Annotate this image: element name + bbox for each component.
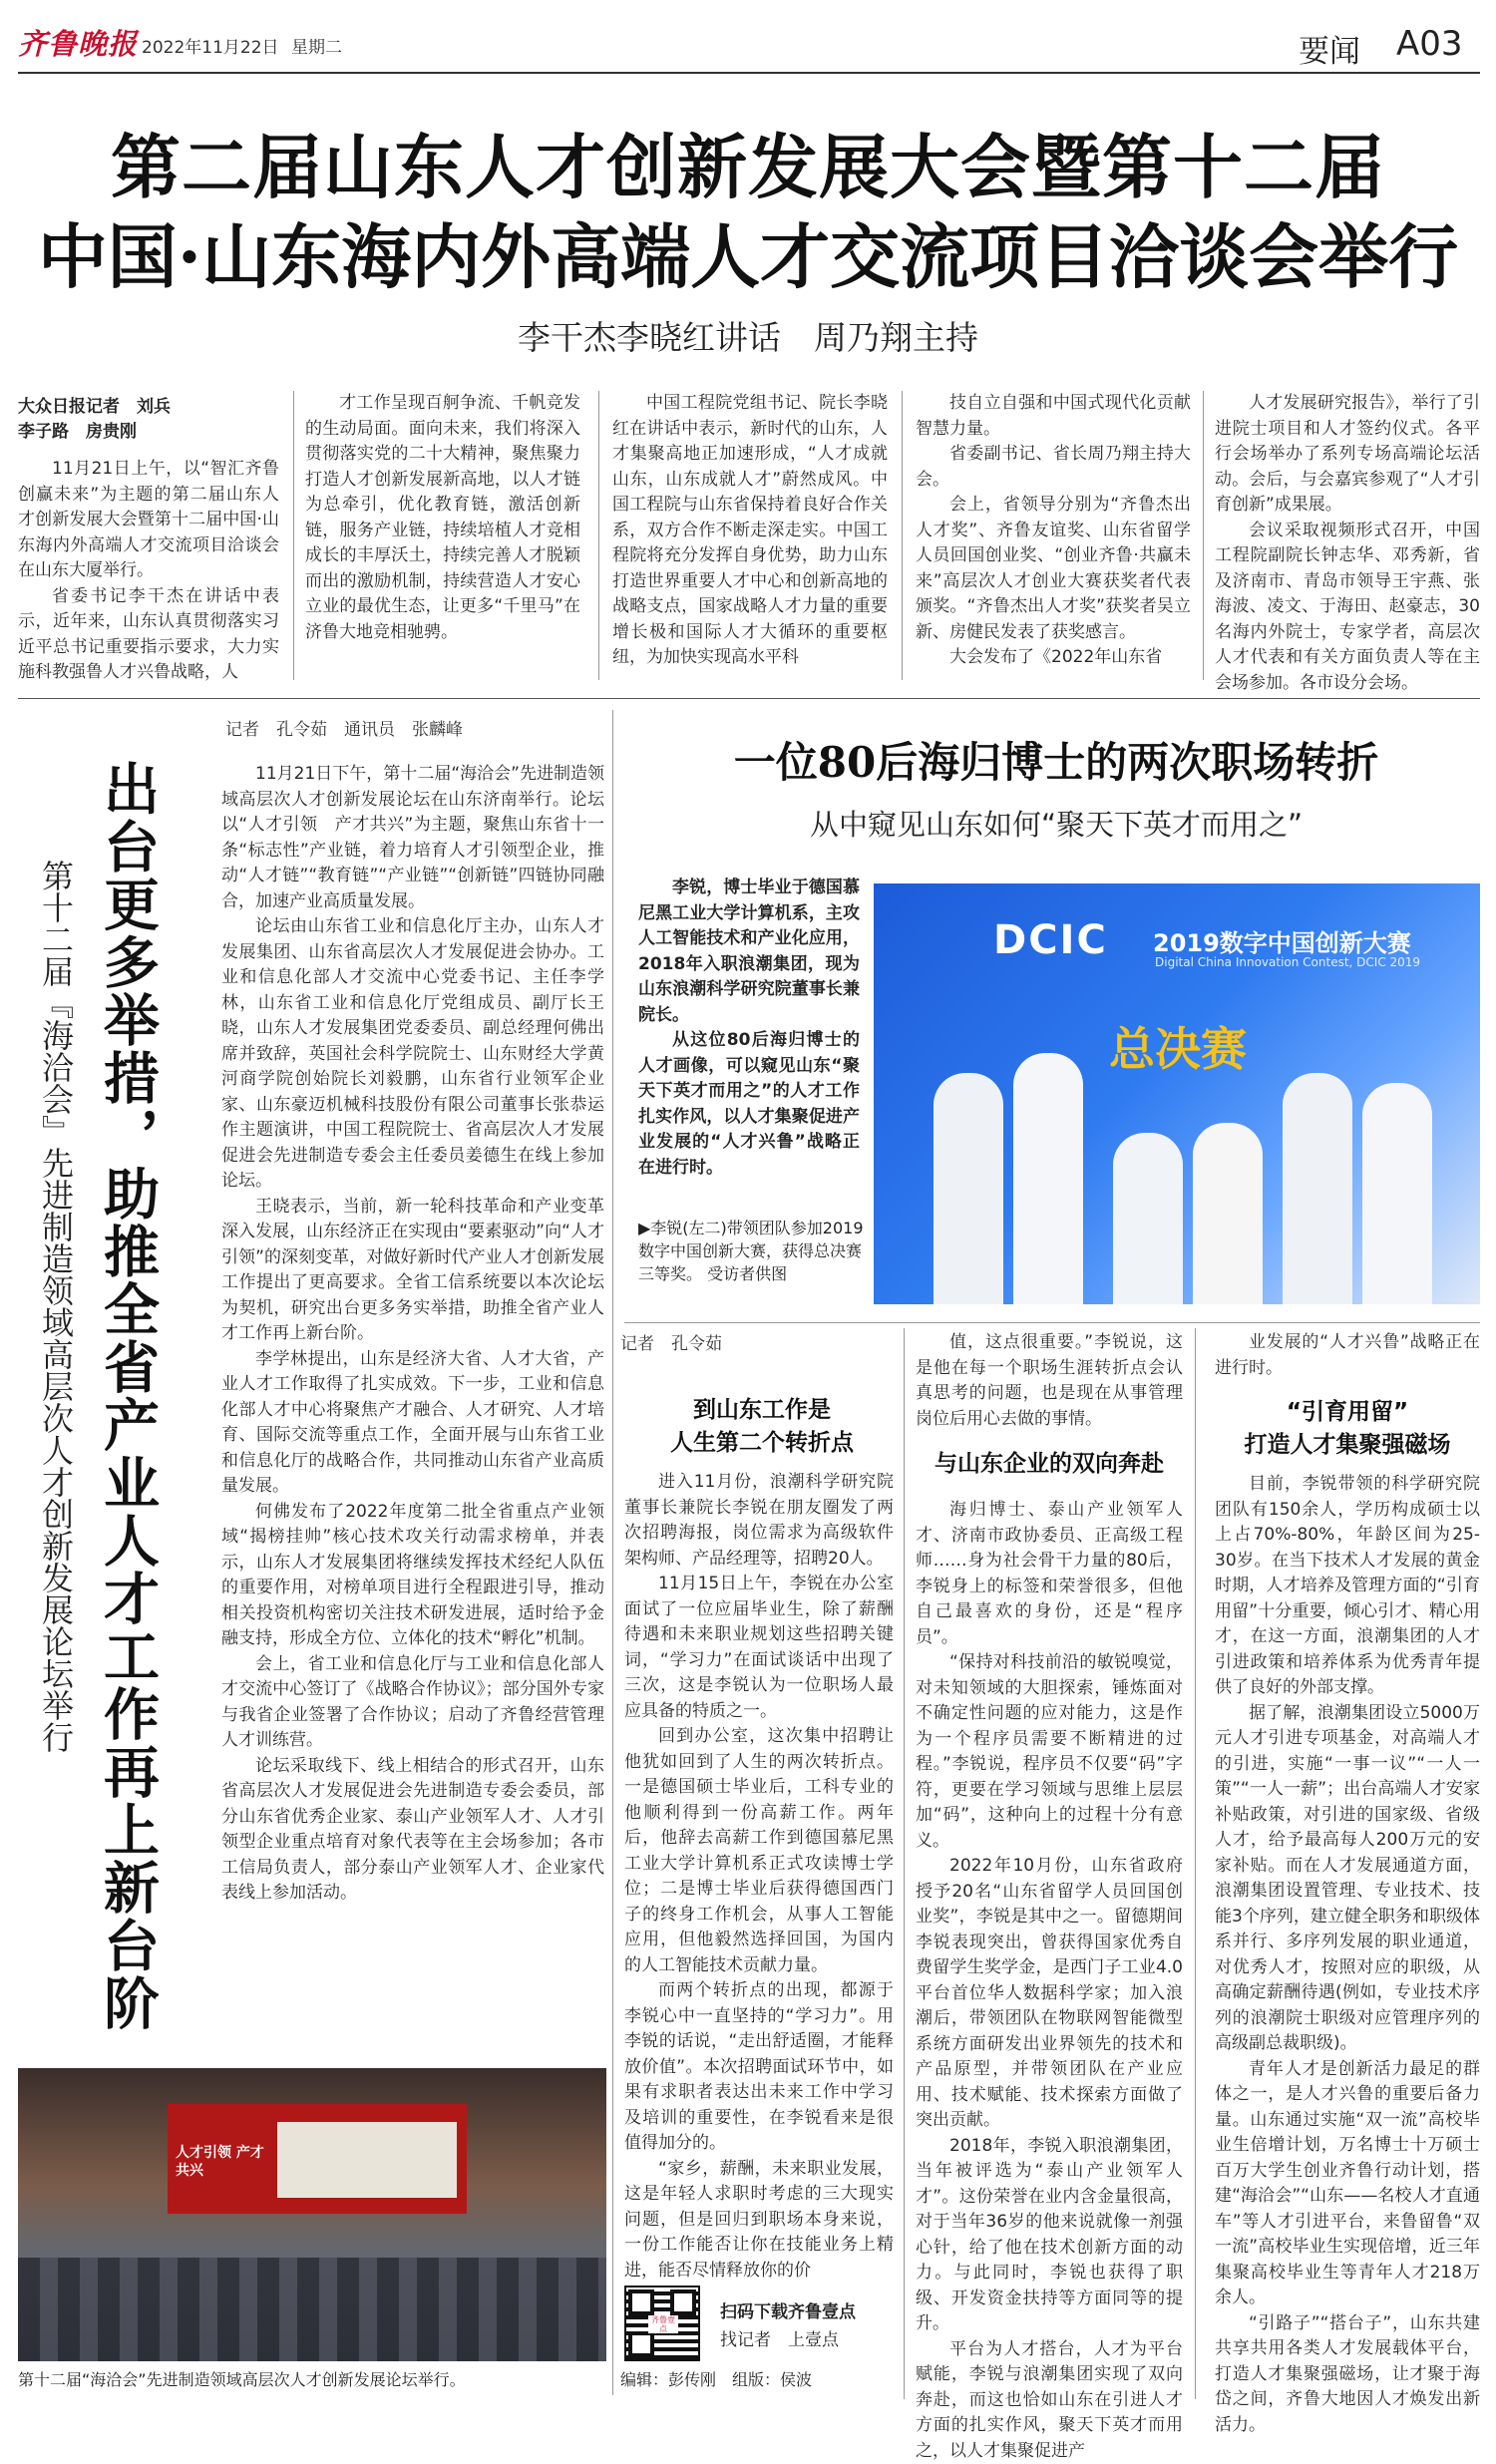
paragraph: 据了解，浪潮集团设立5000万元人才引进专项基金，对高端人才的引进，实施“一事一议”“一人一策”“一人一薪”；出台高端人才安家补贴政策，对引进的国家级、省级人才，给予最高每人200万元的安家补贴。而在人才发展通道方面，浪潮集团设置管理、专业技术、技能3个序列，建立健全职务和职级体系并行、多序列发展的职业通道，对优秀人才，按照对应的职级，从高确定薪酬待遇(例如，专业技术序列的浪潮院士职级对应管理序列的高级副总裁职级)。	[1215, 1701, 1480, 2057]
right-mid-rule	[624, 1322, 1480, 1323]
contest-subtitle: Digital China Innovation Contest, DCIC 2019	[1155, 955, 1420, 969]
lead-subhead: 李干杰李晓红讲话 周乃翔主持	[0, 316, 1496, 360]
paragraph: 何佛发布了2022年度第二批全省重点产业领域“揭榜挂帅”核心技术攻关行动需求榜单，并表示，山东人才发展集团将继续发挥技术经纪人队伍的重要作用，对榜单项目进行全程跟进引导，推动相关投资机构密切关注技术研发进展，适时给予金融支持，形成全方位、立体化的技术“孵化”机制。	[221, 1500, 604, 1652]
team-member	[1113, 1133, 1183, 1304]
paragraph: 11月21日下午，第十二届“海洽会”先进制造领域高层次人才创新发展论坛在山东济南举行。论坛以“人才引领 产才共兴”为主题，聚焦山东省十一条“标志性”产业链，着力培育人才引领型企业，推动“人才链”“教育链”“产业链”“创新链”四链协同融合，加速产业高质量发展。	[221, 762, 604, 914]
paragraph: “保持对科技前沿的敏锐嗅觉，对未知领域的大胆探索，锤炼面对不确定性问题的应对能力，这是作为一个程序员需要不断精进的过程。”李锐说，程序员不仅要“码”字符，更要在学习领域与思维上层层加“码”，这种向上的过程十分有意义。	[916, 1650, 1183, 1854]
final-round-sign: 总决赛	[1109, 1013, 1247, 1079]
section-head-3-line-1: “引育用留”	[1215, 1396, 1480, 1429]
left-photo-caption: 第十二届“海洽会”先进制造领域高层次人才创新发展论坛举行。	[18, 2367, 466, 2390]
lead-headline-1: 第二届山东人才创新发展大会暨第十二届	[0, 128, 1496, 207]
qr-corner	[670, 2289, 696, 2315]
right-column-1	[624, 1470, 894, 2276]
paragraph: 平台为人才搭台，人才为平台赋能，李锐与浪潮集团实现了双向奔赴，而这也恰如山东在引进人才方面的扎实作风，聚天下英才而用之，以人才集聚促进产	[916, 2337, 1183, 2464]
paragraph: 目前，李锐带领的科学研究院团队有150余人，学历构成硕士以上占70%-80%，年龄区间为25-30岁。在当下技术人才发展的黄金时期，人才培养及管理方面的“引育用留”十分重要，倾心引才、精心用才，在这一方面，浪潮集团的人才引进政策和培养体系为优秀青年提供了良好的外部支撑。	[1215, 1472, 1480, 1701]
paragraph: 海归博士、泰山产业领军人才、济南市政协委员、正高级工程师……身为社会骨干力量的80后，李锐身上的标签和荣誉很多，但他自己最喜欢的身份，还是“程序员”。	[916, 1498, 1183, 1650]
paragraph: “引路子”“搭台子”，山东共建共享共用各类人才发展载体平台，打造人才集聚强磁场，让才聚于海岱之间，齐鲁大地因人才焕发出新活力。	[1215, 2311, 1480, 2439]
paragraph: 论坛采取线下、线上相结合的形式召开，山东省高层次人才发展促进会先进制造专委会委员，部分山东省优秀企业家、泰山产业领军人才、人才引领型企业重点培育对象代表等在主会场参加；各市工信局负责人，部分泰山产业领军人才、企业家代表线上参加活动。	[221, 1754, 604, 1907]
right-photo-caption: ▶李锐(左二)带领团队参加2019数字中国创新大赛，获得总决赛三等奖。 受访者供图	[638, 1217, 864, 1285]
left-story-photo	[18, 2068, 606, 2361]
paragraph: 才工作呈现百舸争流、千帆竞发的生动局面。面向未来，我们将深入贯彻落实党的二十大精神，聚焦聚力打造人才创新发展新高地，以人才链为总牵引，优化教育链，激活创新链，服务产业链，持续培植人才竞相成长的丰厚沃土，持续完善人才脱颖而出的激励机制，持续营造人才安心立业的最优生态，让更多“千里马”在济鲁大地竞相驰骋。	[305, 391, 580, 645]
right-column-2-top	[916, 1330, 1183, 1440]
paragraph: 论坛由山东省工业和信息化厅主办，山东人才发展集团、山东省高层次人才发展促进会协办。工业和信息化部人才交流中心党委书记、主任李学林，山东省工业和信息化厅党组成员、副厅长王晓，山东人才发展集团党委委员、副总经理何佛出席并致辞，英国社会科学院院士、山东财经大学黄河商学院创始院长刘毅鹏，山东省行业领军企业家、山东豪迈机械科技股份有限公司董事长张恭运作主题演讲，中国工程院院士、省高层次人才发展促进会先进制造专委会主任委员姜德生在线上参加论坛。	[221, 914, 604, 1195]
paragraph: 值，这点很重要。”李锐说，这是他在每一个职场生涯转折点会认真思考的问题，也是现在从事管理岗位后用心去做的事情。	[916, 1330, 1183, 1432]
photo-stage-screen	[168, 2104, 467, 2214]
paragraph: 会上，省领导分别为“齐鲁杰出人才奖”、齐鲁友谊奖、山东省留学人员回国创业奖、“创业齐鲁·共赢未来”高层次人才创业大赛获奖者代表颁奖。“齐鲁杰出人才奖”获奖者吴立新、房健民发表了获奖感言。	[916, 493, 1191, 645]
paragraph: 会议采取视频形式召开，中国工程院副院长钟志华、邓秀新，省及济南市、青岛市领导王宇燕、张海波、凌文、于海田、赵豪志，30名海内外院士，专家学者，高层次人才代表和有关方面负责人等在主会场参加。各市设分会场。	[1215, 519, 1480, 697]
paragraph: 2022年10月份，山东省政府授予20名“山东省留学人员回国创业奖”，李锐是其中之一。留德期间李锐表现突出，曾获得国家优秀自费留学生奖学金，是西门子工业4.0平台首位华人数据科学家；加入浪潮后，带领团队在物联网智能微型系统方面研发出业界领先的技术和产品原型，并带领团队在产业应用、技术赋能、技术探索方面做了突出贡献。	[916, 1854, 1183, 2134]
paragraph: 会上，省工业和信息化厅与工业和信息化部人才交流中心签订了《战略合作协议》；部分国外专家与我省企业签署了合作协议；启动了齐鲁经营管理人才训练营。	[221, 1652, 604, 1754]
paragraph: 李锐，博士毕业于德国慕尼黑工业大学计算机系，主攻人工智能技术和产业化应用，2018年入职浪潮集团，现为山东浪潮科学研究院董事长兼院长。	[638, 876, 860, 1028]
team-member	[1283, 1073, 1352, 1304]
lead-column-1	[18, 457, 279, 681]
paragraph: 进入11月份，浪潮科学研究院董事长兼院长李锐在朋友圈发了两次招聘海报，岗位需求为高级软件架构师、产品经理等，招聘20人。	[624, 1470, 894, 1572]
paragraph: 从这位80后海归博士的人才画像，可以窥见山东“聚天下英才而用之”的人才工作扎实作风，以人才集聚促进产业发展的“人才兴鲁”战略正在进行时。	[638, 1028, 860, 1181]
left-vertical-subhead: 第十二届『海洽会』先进制造领域高层次人才创新发展论坛举行	[36, 860, 76, 2006]
team-member	[934, 1073, 1003, 1304]
section-name: 要闻	[1299, 26, 1360, 71]
paragraph: 中国工程院党组书记、院长李晓红在讲话中表示，新时代的山东，人才集聚高地正加速形成，“人才成就山东，山东成就人才”蔚然成风。中国工程院与山东省保持着良好合作关系，双方合作不断走深走实。中国工程院将充分发挥自身优势，助力山东打造世界重要人才中心和创新高地的战略支点，国家战略人才力量的重要增长极和国际人才大循环的重要枢纽，为加快实现高水平科	[612, 391, 888, 671]
paragraph: 李学林提出，山东是经济大省、人才大省，产业人才工作取得了扎实成效。下一步，工业和信息化部人才中心将聚焦产才融合、人才研究、人才培育、国际交流等重点工作，全面开展与山东省工业和信息化厅的战略合作，共同推动山东省产业高质量发展。	[221, 1347, 604, 1500]
lead-column-3	[612, 391, 888, 680]
paragraph: 而两个转折点的出现，都源于李锐心中一直坚持的“学习力”。用李锐的话说，“走出舒适圈，才能释放价值”。本次招聘面试环节中，如果有求职者表达出未来工作中学习及培训的重要性，在李锐看来是很值得加分的。	[624, 1978, 894, 2157]
right-story-subhead: 从中窥见山东如何“聚天下英才而用之”	[632, 806, 1480, 844]
section-head-2: 与山东企业的双向奔赴	[916, 1448, 1183, 1481]
paragraph: 11月15日上午，李锐在办公室面试了一位应届毕业生，除了薪酬待遇和未来职业规划这些招聘关键词，“学习力”在面试谈话中出现了三次，这是李锐认为一位职场人最应具备的特质之一。	[624, 1572, 894, 1724]
lead-bottom-rule	[18, 698, 1480, 699]
left-vertical-headline: 出台更多举措，助推全省产业人才工作再上新台阶	[96, 760, 160, 2036]
qr-corner	[628, 2331, 654, 2357]
paragraph: 11月21日上午，以“智汇齐鲁 创赢未来”为主题的第二届山东人才创新发展大会暨第十二届中国·山东海内外高端人才交流项目洽谈会在山东大厦举行。	[18, 457, 279, 584]
right-story-headline: 一位80后海归博士的两次职场转折	[632, 736, 1480, 790]
lead-byline-2: 李子路 房贵刚	[18, 420, 137, 445]
page-number: A03	[1396, 24, 1463, 64]
section-head-1-line-2: 人生第二个转折点	[624, 1427, 900, 1460]
team-member	[1193, 1123, 1263, 1304]
paragraph: 回到办公室，这次集中招聘让他犹如回到了人生的两次转折点。一是德国硕士毕业后，工科专业的他顺利得到一份高薪工作。两年后，他辞去高薪工作到德国慕尼黑工业大学计算机系正式攻读博士学位；二是博士毕业后获得德国西门子的终身工作机会，从事人工智能应用，但他毅然选择回国，为国内的人工智能技术贡献力量。	[624, 1724, 894, 1978]
paragraph: 省委副书记、省长周乃翔主持大会。	[916, 442, 1191, 493]
masthead-rule	[18, 72, 1480, 74]
section-head-1-line-1: 到山东工作是	[624, 1394, 900, 1427]
paragraph: 王晓表示，当前，新一轮科技革命和产业变革深入发展，山东经济正在实现由“要素驱动”向“人才引领”的深刻变革，对做好新时代产业人才创新发展工作提出了更高要求。全省工信系统要以本次论坛为契机，研究出台更多务实举措，助推全省产业人才工作再上新台阶。	[221, 1195, 604, 1347]
lead-byline-1: 大众日报记者 刘兵	[18, 395, 171, 420]
qr-text-2: 找记者 上壹点	[720, 2325, 839, 2350]
right-column-2	[916, 1498, 1183, 2395]
left-story-body	[221, 762, 604, 2050]
team-member	[1013, 1053, 1083, 1304]
lead-column-5	[1215, 391, 1480, 680]
right-story-photo	[874, 883, 1480, 1304]
paragraph: 省委书记李干杰在讲话中表示，近年来，山东认真贯彻落实习近平总书记重要指示要求，大力实施科教强鲁人才兴鲁战略，人	[18, 584, 279, 686]
section-head-3-line-2: 打造人才集聚强磁场	[1215, 1429, 1480, 1462]
right-column-3-top	[1215, 1330, 1480, 1390]
right-column-3	[1215, 1472, 1480, 2395]
paragraph: 青年人才是创新活力最足的群体之一，是人才兴鲁的重要后备力量。山东通过实施“双一流”高校毕业生倍增计划，万名博士十万硕士百万大学生创业齐鲁行动计划，搭建“海洽会”“山东——名校人才直通车”等人才引进平台，来鲁留鲁“双一流”高校毕业生实现倍增，近三年集聚高校毕业生等青年人才218万余人。	[1215, 2057, 1480, 2311]
masthead-weekday: 星期二	[291, 33, 342, 58]
dcic-logo-text: DCIC	[993, 917, 1108, 963]
paragraph: 大会发布了《2022年山东省	[916, 645, 1191, 671]
paragraph: 业发展的“人才兴鲁”战略正在进行时。	[1215, 1330, 1480, 1381]
paragraph: 人才发展研究报告》，举行了引进院士项目和人才签约仪式。各平行会场举办了系列专场高端论坛活动。会后，与会嘉宾参观了“人才引育创新”成果展。	[1215, 391, 1480, 519]
qr-code[interactable]	[624, 2286, 700, 2361]
photo-team-row	[934, 1033, 1432, 1304]
lead-column-2	[305, 391, 580, 680]
right-story-byline: 记者 孔令茹	[620, 1332, 722, 1357]
lead-column-4	[916, 391, 1191, 680]
paragraph: “家乡，薪酬，未来职业发展，这是年轻人求职时考虑的三大现实问题，但是回归到职场本身来说，一份工作能否让你在技能业务上精进，能否尽情释放你的价	[624, 2157, 894, 2285]
paragraph: 2018年，李锐入职浪潮集团，当年被评选为“泰山产业领军人才”。这份荣誉在业内含金量很高，对于当年36岁的他来说就像一剂强心针，给了他在技术创新方面的动力。与此同时，李锐也获得了职级、开发资金扶持等方面同等的提升。	[916, 2134, 1183, 2337]
left-story-byline: 记者 孔令茹 通讯员 张麟峰	[225, 718, 463, 743]
editor-credit: 编辑：彭传刚 组版：侯波	[620, 2367, 812, 2390]
paragraph: 技自立自强和中国式现代化贡献智慧力量。	[916, 391, 1191, 442]
masthead-logo: 齐鲁晚报	[18, 22, 138, 63]
team-member	[1362, 1083, 1432, 1304]
photo-audience	[18, 2258, 606, 2361]
photo-stage-banner: 人才引领 产才共兴	[176, 2144, 265, 2180]
right-story-intro	[638, 876, 860, 1177]
qr-brand-label: 齐鲁壹点	[648, 2315, 678, 2333]
contest-title: 2019数字中国创新大赛	[1153, 923, 1411, 958]
lead-headline-2: 中国·山东海内外高端人才交流项目洽谈会举行	[0, 217, 1496, 297]
qr-corner	[628, 2289, 654, 2315]
photo-stage-panel	[277, 2122, 457, 2198]
qr-text-1: 扫码下载齐鲁壹点	[720, 2297, 856, 2322]
masthead-date: 2022年11月22日	[142, 33, 279, 58]
